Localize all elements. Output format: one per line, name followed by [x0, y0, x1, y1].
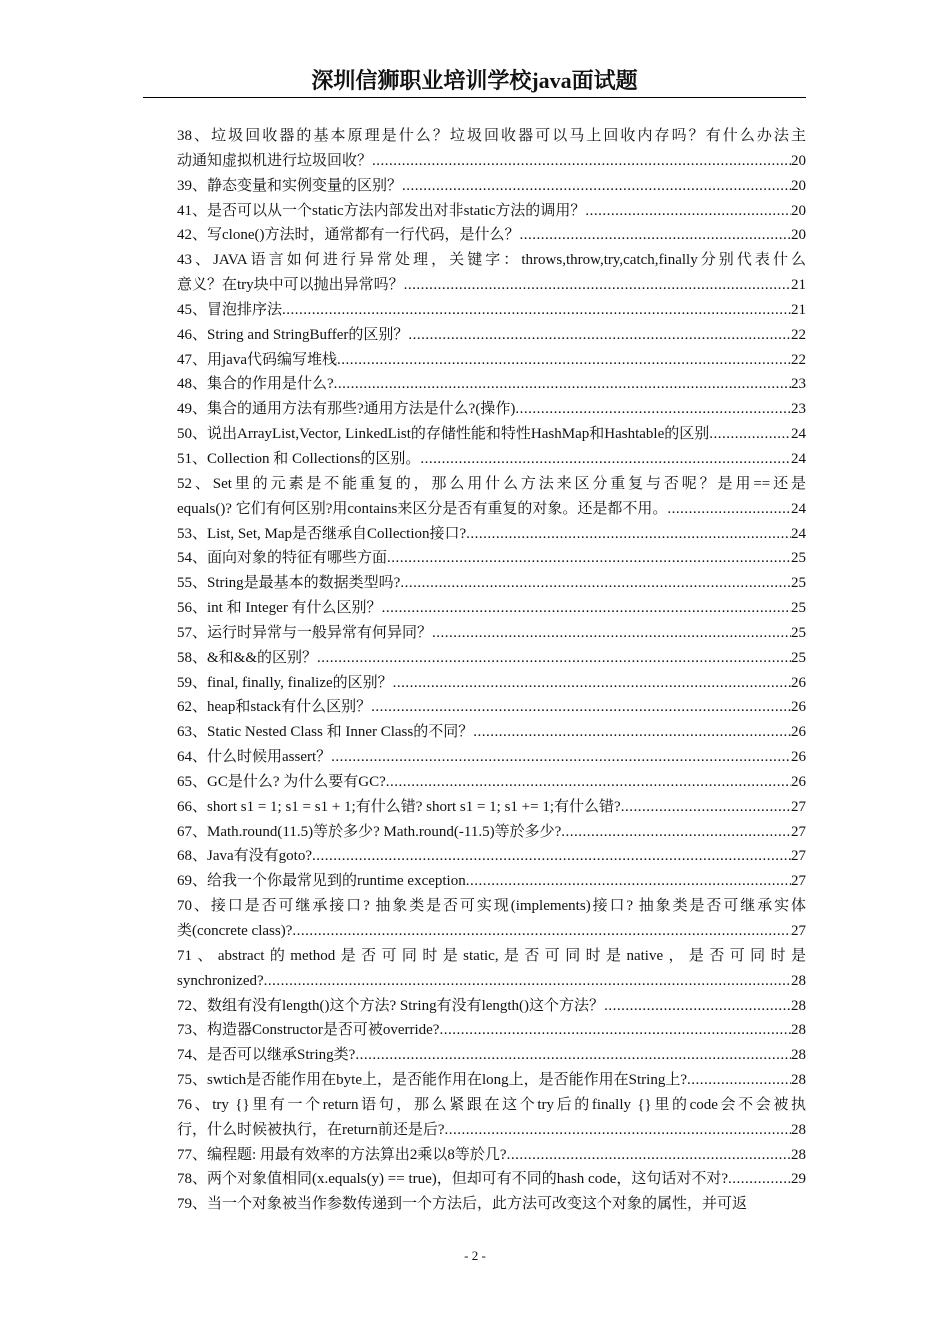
toc-entry-text: 47、用java代码编写堆栈: [177, 351, 337, 368]
dot-leader: [372, 149, 791, 174]
dot-leader: [473, 720, 791, 745]
toc-entry[interactable]: [177, 1192, 806, 1217]
toc-entry[interactable]: [177, 695, 806, 720]
toc-entry[interactable]: [177, 1018, 806, 1043]
toc-page-number: 21: [791, 301, 806, 318]
toc-entry-text: 42、写clone()方法时，通常都有一行代码，是什么？: [177, 227, 520, 244]
dot-leader: [382, 596, 791, 621]
toc-entry[interactable]: [177, 1093, 806, 1143]
toc-entry-text: 72、数组有没有length()这个方法? String有没有length()这个方法？: [177, 997, 605, 1014]
toc-entry[interactable]: [177, 522, 806, 547]
toc-page-number: 21: [791, 277, 806, 294]
toc-entry-text: 68、Java有没有goto?: [177, 848, 312, 865]
dot-leader: [400, 571, 791, 596]
toc-entry-text: 62、heap和stack有什么区别？: [177, 699, 372, 716]
toc-entry[interactable]: [177, 820, 806, 845]
page-header-title: 深圳信狮职业培训学校java面试题: [311, 68, 638, 93]
toc-entry-text-line1: 52、Set里的元素是不能重复的，那么用什么方法来区分重复与否呢？是用==还是: [177, 475, 806, 492]
toc-entry-text: 58、&和&&的区别？: [177, 649, 318, 666]
dot-leader: [709, 422, 791, 447]
toc-page-number: 24: [791, 426, 806, 443]
dot-leader: [317, 646, 791, 671]
dot-leader: [507, 1143, 791, 1168]
toc-entry-text: equals()? 它们有何区别?用contains来区分是否有重复的对象。还是都不用。: [177, 500, 668, 517]
toc-entry-text: 54、面向对象的特征有哪些方面: [177, 550, 388, 567]
toc-entry-text: 56、int 和 Integer 有什么区别？: [177, 600, 382, 617]
toc-entry[interactable]: [177, 546, 806, 571]
toc-entry[interactable]: [177, 348, 806, 373]
dot-leader: [404, 273, 791, 298]
toc-entry-text-line1: 43、JAVA语言如何进行异常处理，关键字：throws,throw,try,catch,finally分别代表什么: [177, 252, 806, 269]
toc-entry[interactable]: [177, 571, 806, 596]
dot-leader: [264, 969, 791, 994]
toc-entry[interactable]: [177, 795, 806, 820]
toc-entry[interactable]: [177, 1043, 806, 1068]
toc-page-number: 24: [791, 525, 806, 542]
toc-entry-text: 49、集合的通用方法有那些?通用方法是什么?(操作): [177, 401, 516, 418]
toc-entry[interactable]: [177, 671, 806, 696]
toc-entry[interactable]: [177, 720, 806, 745]
toc-entry-text: 46、String and StringBuffer的区别？: [177, 326, 409, 343]
toc-page-number: 28: [791, 997, 806, 1014]
toc-entry[interactable]: [177, 1143, 806, 1168]
toc-entry-text: 45、冒泡排序法: [177, 301, 283, 318]
toc-entry-text: 41、是否可以从一个static方法内部发出对非static方法的调用？: [177, 202, 586, 219]
toc-entry-text-line1: 71、abstract的method是否可同时是static,是否可同时是native，是否可同时是: [177, 947, 806, 964]
dot-leader: [420, 447, 791, 472]
toc-entry-text: 66、short s1 = 1; s1 = s1 + 1;有什么错? short s1 = 1; s1 += 1;有什么错?: [177, 798, 621, 815]
toc-page-number: 29: [791, 1171, 806, 1188]
toc-entry[interactable]: [177, 199, 806, 224]
toc-entry-text: 69、给我一个你最常见到的runtime exception: [177, 873, 466, 890]
toc-page-number: 20: [791, 152, 806, 169]
toc-entry[interactable]: [177, 298, 806, 323]
toc-entry-text: 动通知虚拟机进行垃圾回收？: [177, 152, 373, 169]
toc-page-number: 20: [791, 177, 806, 194]
toc-entry-text: 65、GC是什么? 为什么要有GC?: [177, 773, 386, 790]
toc-page-number: 25: [791, 649, 806, 666]
toc-entry-text: 67、Math.round(11.5)等於多少? Math.round(-11.5)等於多少?: [177, 823, 562, 840]
dot-leader: [331, 745, 791, 770]
toc-entry-text: 48、集合的作用是什么?: [177, 376, 334, 393]
dot-leader: [393, 671, 791, 696]
toc-entry-text: 39、静态变量和实例变量的区别？: [177, 177, 403, 194]
dot-leader: [667, 497, 791, 522]
toc-entry[interactable]: [177, 770, 806, 795]
toc-entry[interactable]: [177, 621, 806, 646]
dot-leader: [292, 919, 791, 944]
toc-entry-text: synchronized?: [177, 972, 264, 989]
toc-page-number: 23: [791, 401, 806, 418]
toc-entry[interactable]: [177, 894, 806, 944]
header-divider: [143, 97, 806, 98]
toc-page-number: 27: [791, 873, 806, 890]
toc-entry[interactable]: [177, 869, 806, 894]
toc-entry-text: 意义？在try块中可以抛出异常吗？: [177, 277, 404, 294]
dot-leader: [355, 1043, 791, 1068]
table-of-contents: [177, 124, 806, 1217]
toc-entry-text: 53、List, Set, Map是否继承自Collection接口?: [177, 525, 467, 542]
toc-entry-text: 78、两个对象值相同(x.equals(y) == true)，但却可有不同的hash code，这句话对不对?: [177, 1171, 729, 1188]
toc-entry[interactable]: [177, 223, 806, 248]
toc-page-number: 26: [791, 699, 806, 716]
page-number: - 2 -: [464, 1248, 486, 1263]
dot-leader: [519, 223, 791, 248]
toc-entry-text: 50、说出ArrayList,Vector, LinkedList的存储性能和特性HashMap和Hashtable的区别: [177, 426, 710, 443]
toc-page-number: 26: [791, 724, 806, 741]
toc-page-number: 25: [791, 575, 806, 592]
toc-page-number: 24: [791, 450, 806, 467]
toc-entry[interactable]: [177, 994, 806, 1019]
dot-leader: [386, 770, 791, 795]
dot-leader: [282, 298, 791, 323]
dot-leader: [408, 323, 791, 348]
toc-page-number: 25: [791, 624, 806, 641]
toc-entry[interactable]: [177, 745, 806, 770]
dot-leader: [439, 1018, 791, 1043]
toc-page-number: 28: [791, 1146, 806, 1163]
toc-page-number: 28: [791, 1121, 806, 1138]
dot-leader: [444, 1118, 791, 1143]
toc-entry[interactable]: [177, 844, 806, 869]
toc-entry[interactable]: [177, 596, 806, 621]
toc-entry[interactable]: [177, 124, 806, 174]
toc-entry-text: 55、String是最基本的数据类型吗?: [177, 575, 401, 592]
toc-page-number: 26: [791, 674, 806, 691]
toc-page-number: 27: [791, 798, 806, 815]
toc-entry[interactable]: [177, 174, 806, 199]
toc-page-number: 28: [791, 1022, 806, 1039]
toc-entry[interactable]: [177, 646, 806, 671]
dot-leader: [466, 869, 791, 894]
toc-entry[interactable]: [177, 372, 806, 397]
dot-leader: [466, 522, 791, 547]
dot-leader: [371, 695, 791, 720]
toc-entry-text: 59、final, finally, finalize的区别？: [177, 674, 393, 691]
toc-entry[interactable]: [177, 323, 806, 348]
toc-entry[interactable]: [177, 1167, 806, 1192]
toc-entry[interactable]: [177, 248, 806, 298]
toc-page-number: 27: [791, 823, 806, 840]
toc-page-number: 25: [791, 550, 806, 567]
toc-entry[interactable]: [177, 447, 806, 472]
dot-leader: [312, 844, 791, 869]
dot-leader: [432, 621, 791, 646]
toc-page-number: 28: [791, 1047, 806, 1064]
toc-entry-text: 51、Collection 和 Collections的区别。: [177, 450, 421, 467]
toc-page-number: 24: [791, 500, 806, 517]
dot-leader: [334, 372, 791, 397]
dot-leader: [387, 546, 791, 571]
dot-leader: [585, 199, 791, 224]
dot-leader: [604, 994, 791, 1019]
toc-entry[interactable]: [177, 944, 806, 994]
toc-page-number: 25: [791, 600, 806, 617]
toc-entry-text: 64、什么时候用assert？: [177, 749, 332, 766]
dot-leader: [337, 348, 791, 373]
dot-leader: [402, 174, 791, 199]
toc-entry-text: 63、Static Nested Class 和 Inner Class的不同？: [177, 724, 474, 741]
toc-entry-text-line1: 70、接口是否可继承接口? 抽象类是否可实现(implements)接口? 抽象类是否可继承实体: [177, 898, 806, 915]
toc-entry-text: 类(concrete class)?: [177, 923, 293, 939]
toc-entry-text: 74、是否可以继承String类?: [177, 1047, 356, 1064]
toc-page-number: 20: [791, 227, 806, 244]
toc-page-number: 26: [791, 773, 806, 790]
toc-page-number: 26: [791, 749, 806, 766]
toc-page-number: 27: [791, 923, 806, 939]
dot-leader: [687, 1068, 791, 1093]
toc-page-number: 20: [791, 202, 806, 219]
toc-entry-text: 77、编程题: 用最有效率的方法算出2乘以8等於几?: [177, 1146, 507, 1163]
toc-entry-text-line1: 76、try {}里有一个return语句，那么紧跟在这个try后的finally {}里的code会不会被执: [177, 1096, 806, 1113]
dot-leader: [621, 795, 791, 820]
toc-entry[interactable]: [177, 472, 806, 522]
toc-page-number: 28: [791, 1072, 806, 1089]
toc-entry-text: 行，什么时候被执行，在return前还是后?: [177, 1121, 445, 1138]
toc-page-number: 22: [791, 326, 806, 343]
toc-entry-text: 57、运行时异常与一般异常有何异同？: [177, 624, 433, 641]
toc-page-number: 27: [791, 848, 806, 865]
toc-entry-text: 79、当一个对象被当作参数传递到一个方法后，此方法可改变这个对象的属性，并可返: [177, 1196, 748, 1213]
toc-entry[interactable]: [177, 422, 806, 447]
toc-entry[interactable]: [177, 1068, 806, 1093]
toc-entry-text: 73、构造器Constructor是否可被override?: [177, 1022, 440, 1039]
toc-page-number: 22: [791, 351, 806, 368]
dot-leader: [728, 1167, 791, 1192]
toc-page-number: 28: [791, 972, 806, 989]
toc-entry[interactable]: [177, 397, 806, 422]
toc-entry-text: 75、swtich是否能作用在byte上，是否能作用在long上，是否能作用在String上?: [177, 1072, 687, 1089]
dot-leader: [561, 820, 791, 845]
dot-leader: [515, 397, 791, 422]
toc-entry-text-line1: 38、垃圾回收器的基本原理是什么？垃圾回收器可以马上回收内存吗？有什么办法主: [177, 128, 806, 144]
toc-page-number: 23: [791, 376, 806, 393]
